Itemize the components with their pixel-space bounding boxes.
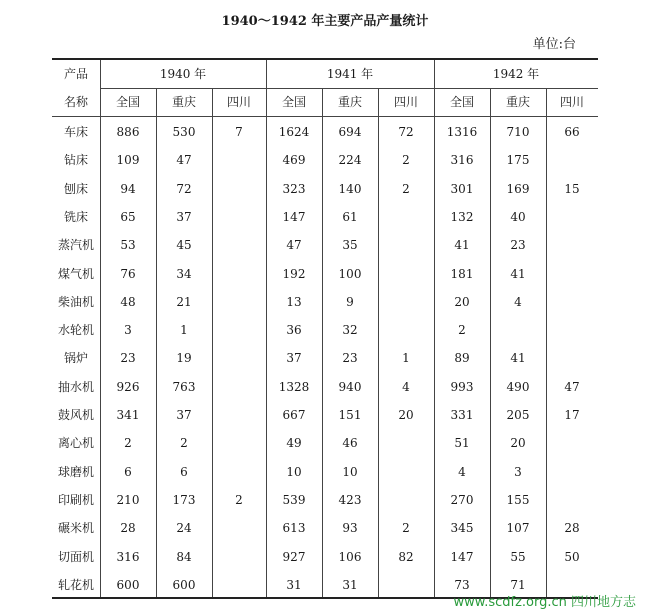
- table-cell: 205: [506, 408, 530, 422]
- sub-header: 全国: [281, 95, 306, 109]
- table-cell: 21: [176, 294, 192, 309]
- table-cell: [378, 203, 434, 231]
- table-cell: 2: [402, 181, 410, 196]
- table-cell: 20: [510, 436, 526, 451]
- table-cell: 73: [454, 577, 470, 592]
- table-cell: 23: [342, 351, 358, 366]
- table-cell: 316: [450, 153, 474, 168]
- table-cell: [378, 231, 434, 259]
- table-cell: 192: [282, 266, 306, 281]
- table-cell: 2: [180, 436, 188, 451]
- table-cell: 886: [116, 125, 140, 139]
- unit-label: 单位:台: [532, 37, 576, 52]
- table-cell: 72: [398, 125, 414, 139]
- row-name: 球磨机: [57, 464, 94, 479]
- table-cell: 45: [176, 238, 192, 253]
- table-cell: 46: [342, 436, 358, 451]
- table-cell: 31: [342, 577, 358, 592]
- table-cell: [546, 316, 598, 344]
- table-cell: 17: [564, 408, 580, 422]
- table-cell: 694: [338, 125, 362, 139]
- table-cell: 20: [454, 294, 470, 309]
- table-cell: 24: [176, 521, 192, 536]
- table-cell: 210: [116, 492, 140, 507]
- table-cell: [378, 429, 434, 457]
- row-name: 印刷机: [57, 492, 94, 507]
- table-cell: 155: [506, 492, 530, 507]
- table-cell: [212, 373, 266, 401]
- table-cell: [378, 571, 434, 599]
- table-cell: [212, 429, 266, 457]
- table-cell: [378, 288, 434, 316]
- table-cell: 4: [402, 379, 410, 394]
- table-cell: 10: [286, 464, 302, 479]
- row-name: 轧花机: [57, 577, 94, 592]
- table-cell: 316: [116, 549, 140, 564]
- table-cell: [212, 288, 266, 316]
- year-header-underline: [100, 88, 598, 89]
- table-cell: 490: [506, 379, 530, 394]
- table-cell: 50: [564, 549, 580, 564]
- table-cell: 100: [338, 266, 362, 281]
- table-cell: 6: [124, 464, 132, 479]
- table-cell: [546, 486, 598, 514]
- table-cell: 61: [342, 209, 358, 224]
- table-cell: 47: [286, 238, 302, 253]
- table-cell: [378, 316, 434, 344]
- row-name: 柴油机: [57, 294, 94, 309]
- table-cell: [212, 146, 266, 174]
- table-cell: 1: [402, 351, 410, 366]
- table-cell: [546, 344, 598, 372]
- row-name: 蒸汽机: [57, 238, 94, 253]
- table-cell: [212, 571, 266, 599]
- table-cell: 89: [454, 351, 470, 366]
- table-cell: [378, 458, 434, 486]
- table-cell: 3: [514, 464, 522, 479]
- table-cell: 93: [342, 521, 358, 536]
- table-cell: 40: [510, 209, 526, 224]
- header-product: 产品: [63, 67, 88, 81]
- table-cell: 1: [180, 323, 188, 338]
- table-cell: 34: [176, 266, 192, 281]
- table-cell: 993: [450, 379, 474, 394]
- table-cell: 175: [506, 153, 530, 168]
- table-cell: 1316: [446, 125, 478, 139]
- table-cell: 530: [172, 125, 196, 139]
- year-header: 1940 年: [159, 67, 207, 81]
- table-cell: 13: [286, 294, 302, 309]
- table-cell: 66: [564, 125, 580, 139]
- sub-header: 全国: [115, 95, 140, 109]
- table-cell: 28: [120, 521, 136, 536]
- table-cell: 20: [398, 408, 414, 422]
- table-cell: 7: [235, 125, 243, 139]
- table-cell: [212, 514, 266, 542]
- table-cell: 600: [116, 577, 140, 592]
- row-name: 铣床: [63, 209, 88, 224]
- table-cell: 106: [338, 549, 362, 564]
- table-cell: 71: [510, 577, 526, 592]
- table-cell: 940: [338, 379, 362, 394]
- table-cell: 132: [450, 209, 474, 224]
- table-cell: 345: [450, 521, 474, 536]
- table-cell: 28: [564, 521, 580, 536]
- table-cell: [212, 175, 266, 203]
- sub-header: 重庆: [505, 95, 530, 109]
- row-name: 切面机: [57, 549, 94, 564]
- table-cell: [212, 344, 266, 372]
- table-cell: [546, 231, 598, 259]
- sub-header: 全国: [449, 95, 474, 109]
- table-cell: 151: [338, 408, 362, 422]
- year-header: 1942 年: [492, 67, 540, 81]
- table-cell: 84: [176, 549, 192, 564]
- table-cell: 31: [286, 577, 302, 592]
- table-cell: 2: [235, 492, 243, 507]
- table-cell: 600: [172, 577, 196, 592]
- table-cell: 15: [564, 181, 580, 196]
- table-cell: 82: [398, 549, 414, 564]
- table-cell: [212, 543, 266, 571]
- table-cell: 173: [172, 492, 196, 507]
- table-cell: 41: [454, 238, 470, 253]
- table-cell: 107: [506, 521, 530, 536]
- table-cell: 19: [176, 351, 192, 366]
- table-cell: 109: [116, 153, 140, 168]
- table-cell: 53: [120, 238, 136, 253]
- table-cell: 2: [402, 521, 410, 536]
- row-name: 煤气机: [57, 266, 94, 281]
- table-cell: 710: [506, 125, 530, 139]
- table-cell: [212, 203, 266, 231]
- table-cell: 613: [282, 521, 306, 536]
- row-name: 鼓风机: [57, 408, 94, 422]
- table-cell: 35: [342, 238, 358, 253]
- table-cell: 169: [506, 181, 530, 196]
- table-cell: 49: [286, 436, 302, 451]
- sub-header: 四川: [226, 95, 251, 109]
- table-cell: 41: [510, 266, 526, 281]
- table-cell: 2: [124, 436, 132, 451]
- table-cell: 3: [124, 323, 132, 338]
- header-bottom-line: [52, 116, 598, 117]
- table-cell: 41: [510, 351, 526, 366]
- table-cell: 32: [342, 323, 358, 338]
- table-cell: 37: [176, 209, 192, 224]
- table-cell: 2: [402, 153, 410, 168]
- table-cell: [378, 260, 434, 288]
- table-cell: 301: [450, 181, 474, 196]
- table-cell: [490, 316, 546, 344]
- table-cell: 4: [458, 464, 466, 479]
- table-cell: [546, 146, 598, 174]
- table-cell: 37: [286, 351, 302, 366]
- table-cell: [212, 231, 266, 259]
- table-cell: 55: [510, 549, 526, 564]
- table-cell: 927: [282, 549, 306, 564]
- table-cell: 23: [510, 238, 526, 253]
- site-watermark: www.scdfz.org.cn 四川地方志: [453, 595, 636, 610]
- stats-table: [52, 58, 598, 599]
- table-cell: [212, 401, 266, 429]
- table-cell: 423: [338, 492, 362, 507]
- table-cell: 270: [450, 492, 474, 507]
- row-name: 离心机: [57, 436, 94, 451]
- table-cell: 9: [346, 294, 354, 309]
- table-cell: 51: [454, 436, 470, 451]
- row-name: 水轮机: [57, 323, 94, 338]
- table-cell: 667: [282, 408, 306, 422]
- table-cell: 926: [116, 379, 140, 394]
- table-cell: [546, 458, 598, 486]
- table-cell: [212, 458, 266, 486]
- table-cell: 36: [286, 323, 302, 338]
- table-cell: 763: [172, 379, 196, 394]
- row-name: 抽水机: [57, 379, 94, 394]
- row-name: 刨床: [63, 181, 88, 196]
- table-cell: 323: [282, 181, 306, 196]
- table-cell: 1328: [278, 379, 310, 394]
- table-cell: 47: [564, 379, 580, 394]
- table-cell: 181: [450, 266, 474, 281]
- table-cell: 331: [450, 408, 474, 422]
- table-cell: [212, 316, 266, 344]
- table-cell: 147: [282, 209, 306, 224]
- row-name: 碾米机: [57, 521, 94, 536]
- table-cell: 23: [120, 351, 136, 366]
- row-name: 车床: [63, 125, 88, 139]
- table-title: 1940～1942 年主要产品产量统计: [221, 14, 429, 29]
- table-cell: 6: [180, 464, 188, 479]
- table-cell: 539: [282, 492, 306, 507]
- sub-header: 四川: [393, 95, 418, 109]
- table-cell: [546, 288, 598, 316]
- table-cell: [546, 260, 598, 288]
- table-cell: [546, 203, 598, 231]
- table-cell: 48: [120, 294, 136, 309]
- table-cell: 65: [120, 209, 136, 224]
- year-header: 1941 年: [326, 67, 374, 81]
- table-cell: 4: [514, 294, 522, 309]
- table-cell: 341: [116, 408, 140, 422]
- table-cell: 224: [338, 153, 362, 168]
- row-name: 钻床: [63, 153, 88, 168]
- table-cell: 47: [176, 153, 192, 168]
- row-name: 锅炉: [63, 351, 88, 366]
- table-cell: 469: [282, 153, 306, 168]
- table-cell: 10: [342, 464, 358, 479]
- sub-header: 重庆: [171, 95, 196, 109]
- table-cell: 72: [176, 181, 192, 196]
- table-cell: 140: [338, 181, 362, 196]
- table-cell: 94: [120, 181, 136, 196]
- table-cell: [378, 486, 434, 514]
- sub-header: 重庆: [337, 95, 362, 109]
- table-cell: 147: [450, 549, 474, 564]
- table-cell: 76: [120, 266, 136, 281]
- table-cell: 37: [176, 408, 192, 422]
- table-cell: [546, 429, 598, 457]
- table-cell: [212, 260, 266, 288]
- table-cell: 1624: [278, 125, 310, 139]
- sub-header: 四川: [559, 95, 584, 109]
- header-name: 名称: [63, 95, 88, 109]
- table-cell: 2: [458, 323, 466, 338]
